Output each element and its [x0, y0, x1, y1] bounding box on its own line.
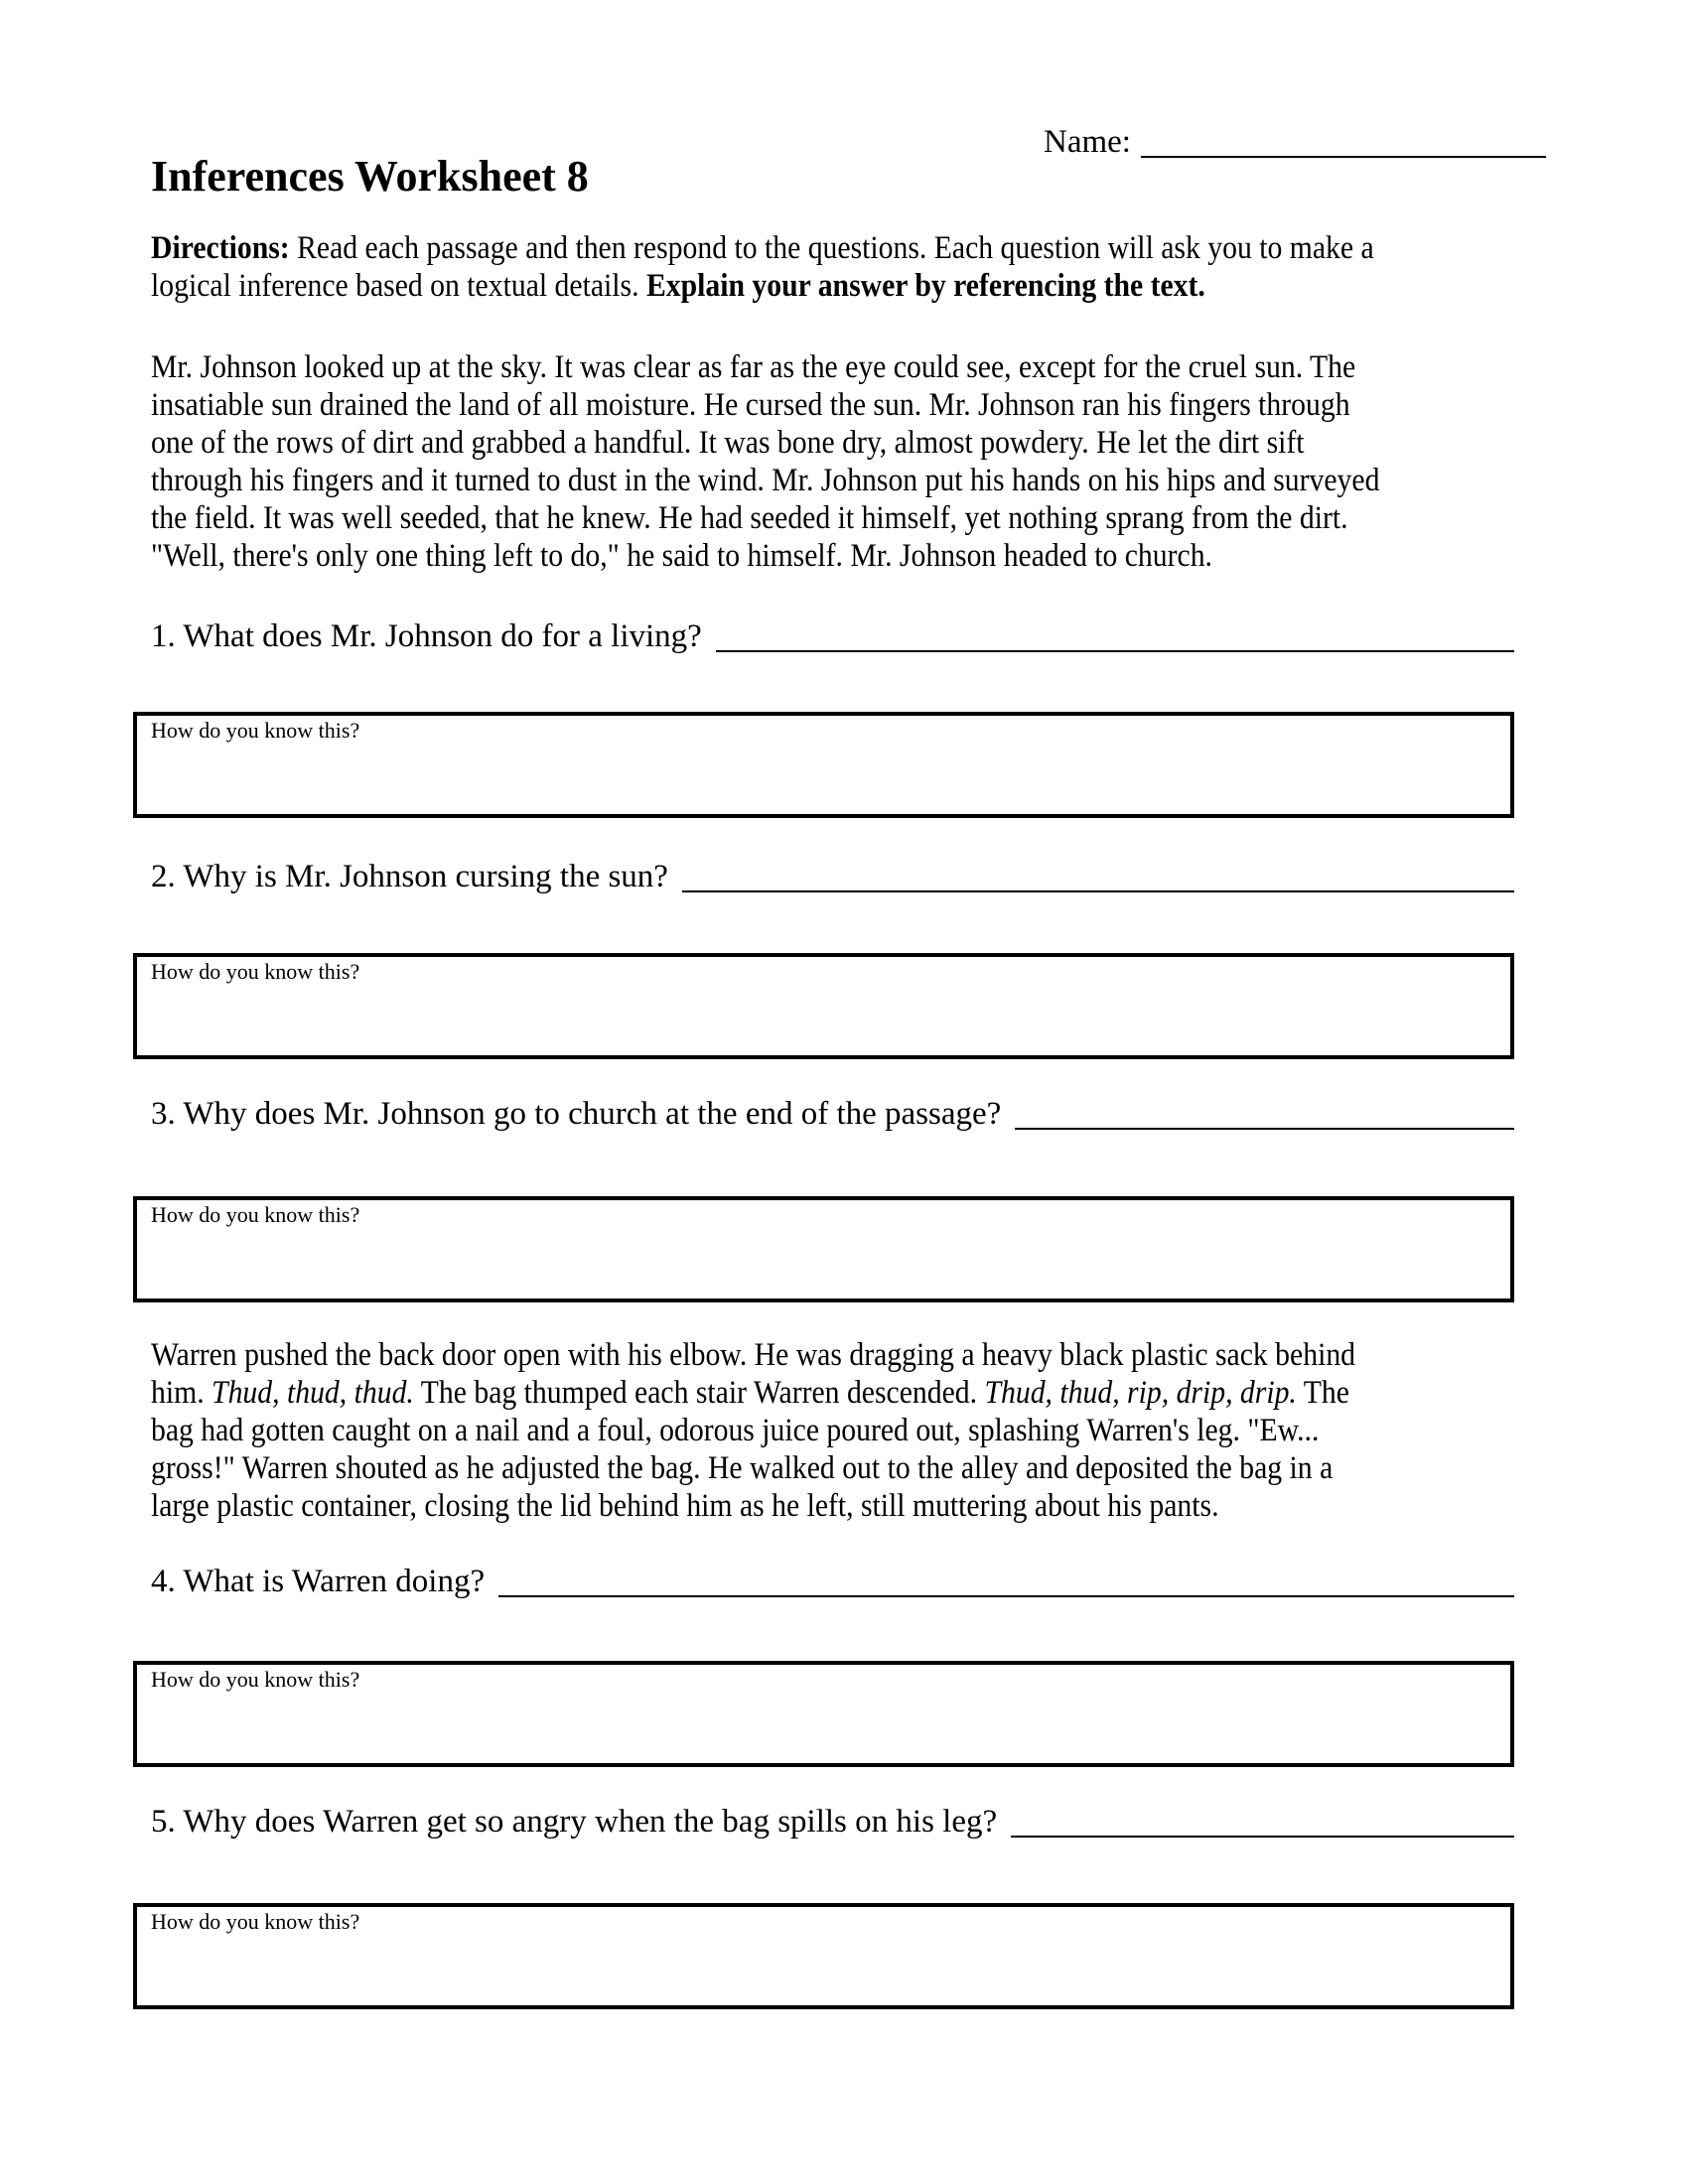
question-3-blank-line[interactable] — [1015, 1095, 1514, 1130]
question-2-blank-line[interactable] — [682, 858, 1514, 892]
question-5-text: 5. Why does Warren get so angry when the bag spills on his leg? — [151, 1804, 998, 1840]
question-5 — [151, 1803, 1514, 1841]
answer-box-1-label: How do you know this? — [151, 718, 360, 743]
answer-box-4-label: How do you know this? — [151, 1667, 360, 1692]
question-1-text: 1. What does Mr. Johnson do for a living? — [151, 618, 702, 654]
name-blank-line[interactable] — [1141, 129, 1546, 158]
question-1-blank-line[interactable] — [716, 617, 1514, 652]
question-4 — [151, 1563, 1514, 1600]
answer-box-5[interactable] — [133, 1903, 1514, 2009]
question-3-text: 3. Why does Mr. Johnson go to church at the end of the passage? — [151, 1096, 1002, 1132]
answer-box-3[interactable] — [133, 1196, 1514, 1302]
question-4-text: 4. What is Warren doing? — [151, 1564, 486, 1599]
name-label: Name: — [1044, 124, 1131, 160]
answer-box-2[interactable] — [133, 953, 1514, 1059]
passage-1: Mr. Johnson looked up at the sky. It was clear as far as the eye could see, except for the cruel sun. The insatiable sun drained the land of all moisture. He cursed the sun. Mr. Johnson ran his fingers through one of the rows of dirt and grabbed a handful. It was bone dry, almost powdery. He let the dirt sift through his fingers and it turned to dust in the wind. Mr. Johnson put his hands on his hips and surveyed the field. It was well seeded, that he knew. He had seeded it himself, yet nothing sprang from the dirt. "Well, there's only one thing left to do," he said to himself. Mr. Johnson headed to church. — [151, 349, 1380, 574]
answer-box-5-label: How do you know this? — [151, 1909, 360, 1934]
answer-box-2-label: How do you know this? — [151, 959, 360, 984]
page-title: Inferences Worksheet 8 — [151, 152, 589, 201]
answer-box-4[interactable] — [133, 1661, 1514, 1767]
question-5-blank-line[interactable] — [1011, 1803, 1514, 1838]
question-3 — [151, 1095, 1514, 1133]
question-4-blank-line[interactable] — [498, 1563, 1514, 1597]
answer-box-1[interactable] — [133, 712, 1514, 818]
directions: Directions: Read each passage and then respond to the questions. Each question will ask you to make a logical inference based on textual details. Explain your answer by referencing the text. — [151, 230, 1374, 304]
question-2-text: 2. Why is Mr. Johnson cursing the sun? — [151, 859, 668, 894]
name-row — [1044, 123, 1546, 161]
answer-box-3-label: How do you know this? — [151, 1202, 360, 1227]
passage-2: Warren pushed the back door open with his elbow. He was dragging a heavy black plastic sack behind him. Thud, thud, thud. The bag thumped each stair Warren descended. Thud, thud, rip, drip, drip. The bag had gotten caught on a nail and a foul, odorous juice poured out, splashing Warren's leg. "Ew... gross!" Warren shouted as he adjusted the bag. He walked out to the alley and deposited the bag in a large plastic container, closing the lid behind him as he left, still muttering about his pants. — [151, 1337, 1356, 1524]
question-1 — [151, 617, 1514, 655]
question-2 — [151, 858, 1514, 895]
